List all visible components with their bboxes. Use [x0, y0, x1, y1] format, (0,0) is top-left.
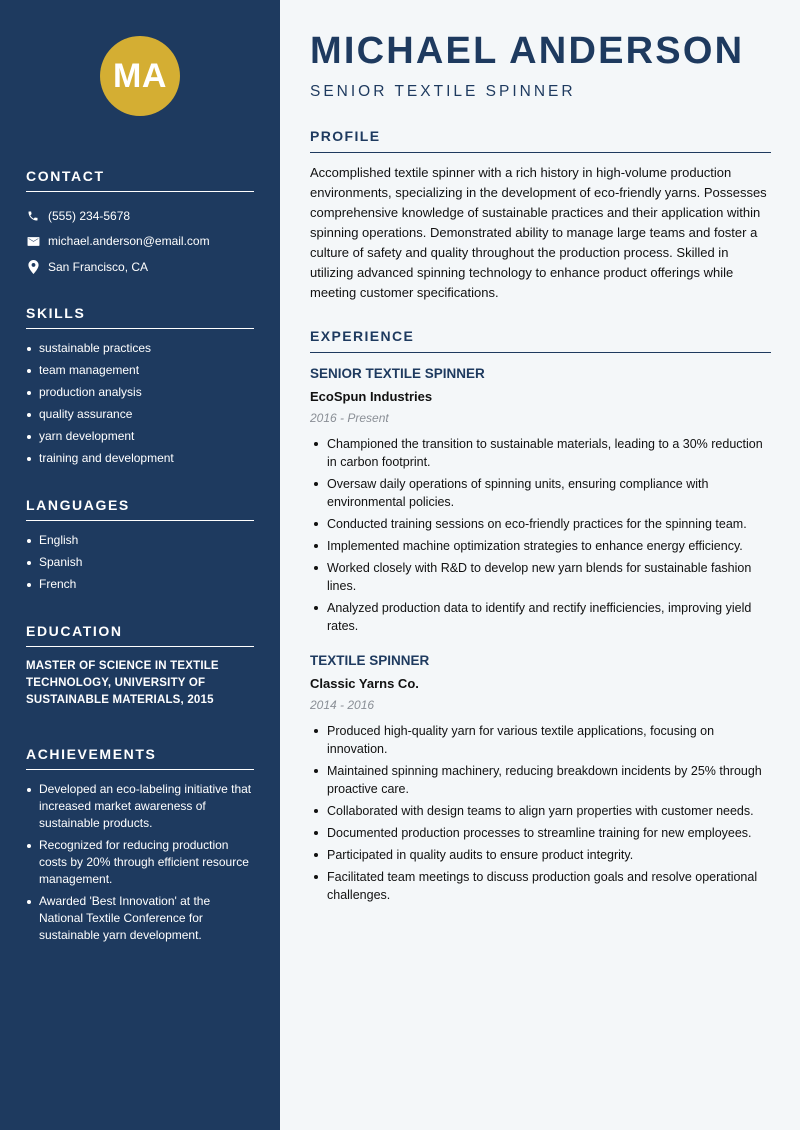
job-entry	[310, 366, 771, 639]
job-bullet: Championed the transition to sustainable materials, leading to a 30% reduction in carbon footprint.	[310, 435, 771, 471]
job-bullet: Analyzed production data to identify and rectify inefficiencies, improving yield rates.	[310, 599, 771, 635]
job-entry	[310, 653, 771, 908]
achievement-item: Awarded 'Best Innovation' at the National Textile Conference for sustainable yarn development.	[26, 893, 254, 944]
skills-list	[26, 340, 254, 467]
job-bullet: Facilitated team meetings to discuss production goals and resolve operational challenges.	[310, 868, 771, 904]
job-bullet: Conducted training sessions on eco-friendly practices for the spinning team.	[310, 515, 771, 533]
contact-section	[26, 168, 254, 280]
contact-location	[26, 254, 254, 280]
location-text: San Francisco, CA	[48, 259, 149, 274]
job-bullet: Collaborated with design teams to align yarn properties with customer needs.	[310, 802, 771, 820]
job-title: SENIOR TEXTILE SPINNER	[310, 366, 485, 381]
skill-item: sustainable practices	[26, 340, 254, 357]
phone-icon	[26, 209, 40, 223]
skill-item: training and development	[26, 450, 254, 467]
achievement-item: Developed an eco-labeling initiative that increased market awareness of sustainable products.	[26, 781, 254, 832]
job-title-header: SENIOR TEXTILE SPINNER	[310, 83, 576, 100]
languages-list	[26, 532, 254, 593]
candidate-name: MICHAEL ANDERSON	[310, 30, 745, 72]
skill-item: yarn development	[26, 428, 254, 445]
education-heading: EDUCATION	[26, 623, 254, 647]
languages-section	[26, 497, 254, 598]
language-item: French	[26, 576, 254, 593]
contact-email	[26, 229, 254, 255]
job-bullet: Documented production processes to streamline training for new employees.	[310, 824, 771, 842]
skills-heading: SKILLS	[26, 305, 254, 329]
achievements-list	[26, 781, 254, 944]
job-bullet: Produced high-quality yarn for various textile applications, focusing on innovation.	[310, 722, 771, 758]
experience-section	[310, 328, 771, 353]
education-section	[26, 623, 254, 709]
achievement-item: Recognized for reducing production costs by 20% through efficient resource management.	[26, 837, 254, 888]
skill-item: production analysis	[26, 384, 254, 401]
email-icon	[26, 234, 40, 248]
contact-heading: CONTACT	[26, 168, 254, 192]
profile-heading: PROFILE	[310, 128, 771, 153]
languages-heading: LANGUAGES	[26, 497, 254, 521]
job-bullets	[310, 722, 771, 904]
job-title: TEXTILE SPINNER	[310, 653, 430, 668]
language-item: Spanish	[26, 554, 254, 571]
skills-section	[26, 305, 254, 472]
job-company: Classic Yarns Co.	[310, 676, 419, 691]
location-pin-icon	[26, 260, 40, 274]
email-text: michael.anderson@email.com	[48, 234, 210, 249]
avatar-initials: MA	[113, 56, 167, 95]
language-item: English	[26, 532, 254, 549]
achievements-heading: ACHIEVEMENTS	[26, 746, 254, 770]
job-bullet: Maintained spinning machinery, reducing breakdown incidents by 25% through proactive care.	[310, 762, 771, 798]
profile-text: Accomplished textile spinner with a rich history in high-volume production environments, specializing in the development of eco-friendly yarns. Possesses comprehensive knowledge of sustainable practices and their application within spinning operations. Demonstrated ability to manage large teams and foster a culture of safety and quality throughout the production process. Skilled in utilizing advanced spinning technology to enhance product offerings while meeting customer specifications.	[310, 165, 767, 300]
job-company: EcoSpun Industries	[310, 389, 433, 404]
job-bullet: Implemented machine optimization strategies to enhance energy efficiency.	[310, 537, 771, 555]
avatar	[100, 36, 180, 116]
skill-item: team management	[26, 362, 254, 379]
skill-item: quality assurance	[26, 406, 254, 423]
job-bullet: Oversaw daily operations of spinning units, ensuring compliance with environmental policies.	[310, 475, 771, 511]
education-degree: MASTER OF SCIENCE IN TEXTILE TECHNOLOGY, UNIVERSITY OF SUSTAINABLE MATERIALS, 2015	[26, 660, 219, 706]
experience-heading: EXPERIENCE	[310, 328, 771, 353]
job-dates: 2016 - Present	[310, 411, 389, 425]
achievements-section	[26, 746, 254, 949]
sidebar	[0, 0, 280, 1130]
contact-phone	[26, 203, 254, 229]
job-dates: 2014 - 2016	[310, 698, 375, 712]
job-bullet: Participated in quality audits to ensure product integrity.	[310, 846, 771, 864]
job-bullet: Worked closely with R&D to develop new yarn blends for sustainable fashion lines.	[310, 559, 771, 595]
job-bullets	[310, 435, 771, 635]
profile-section	[310, 128, 771, 303]
phone-text: (555) 234-5678	[48, 208, 131, 223]
